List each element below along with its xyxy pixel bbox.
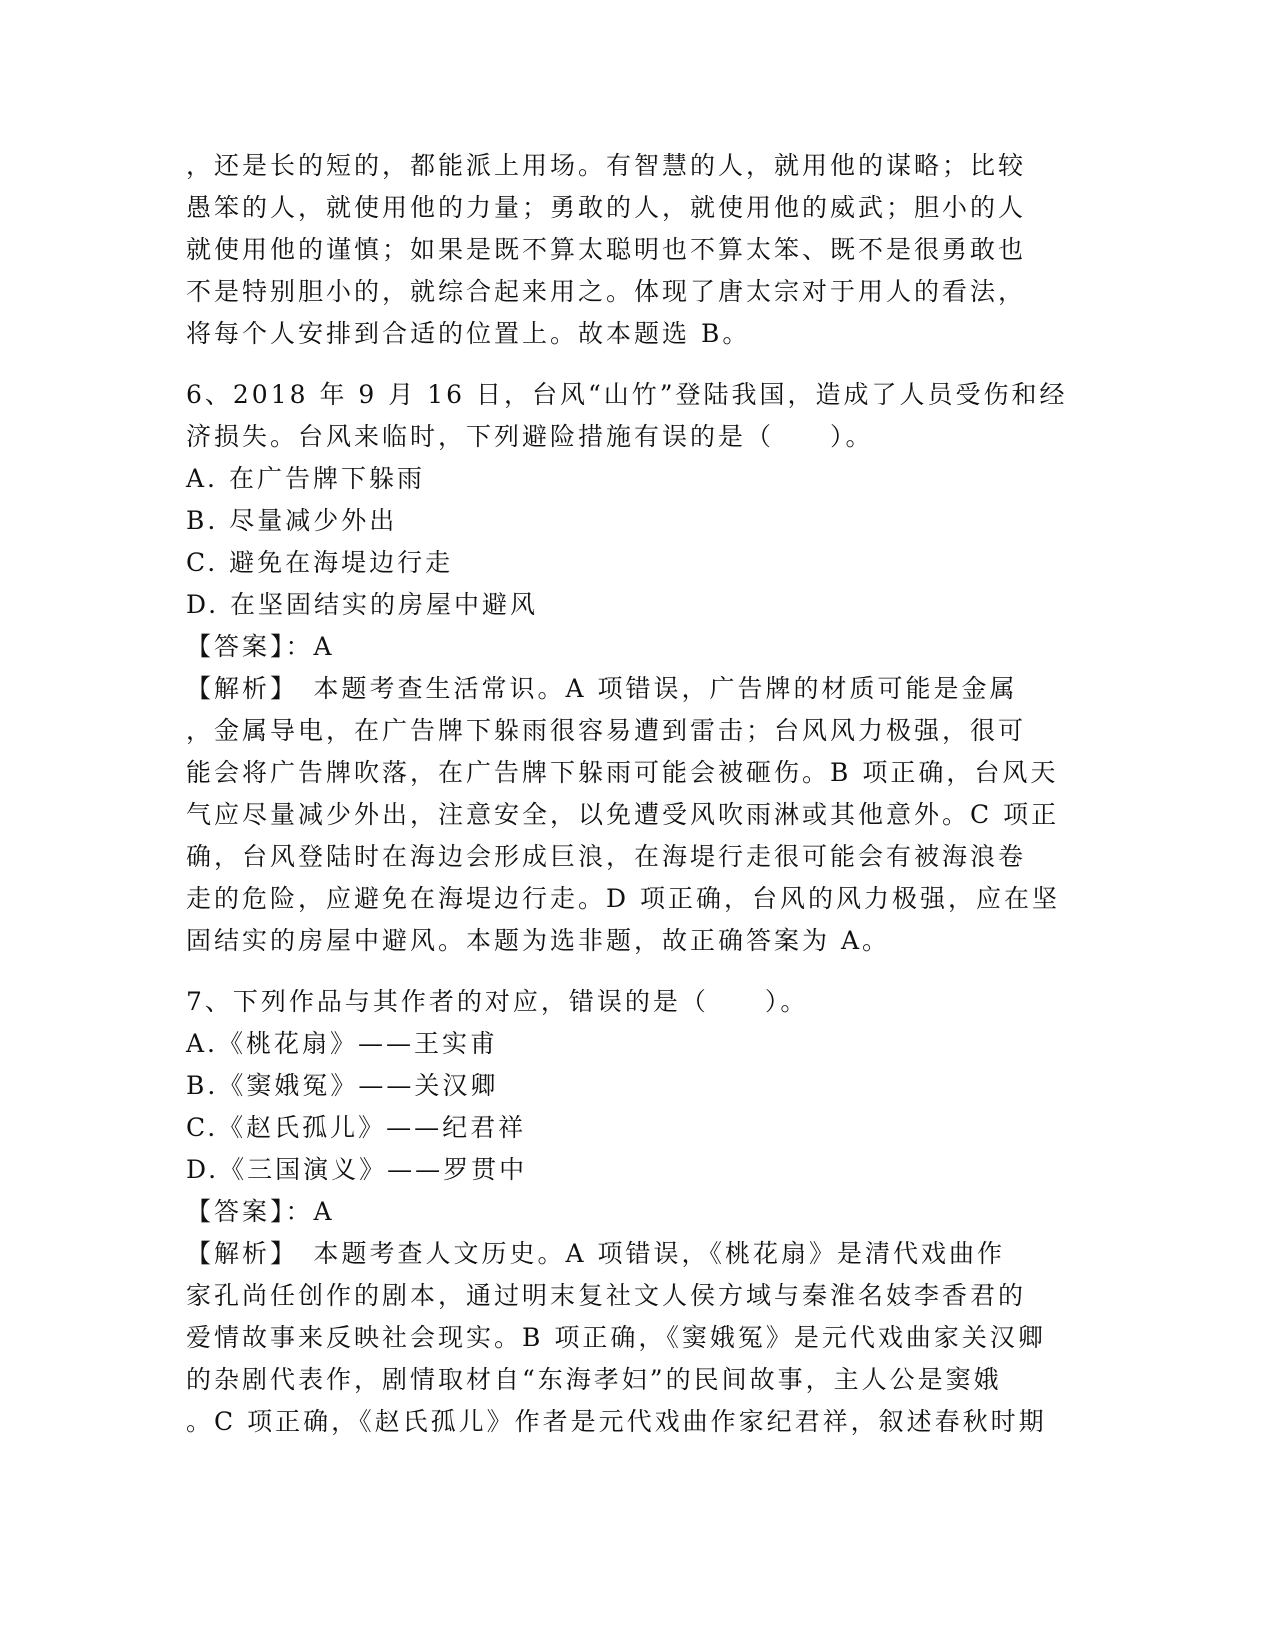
text-line: ，还是长的短的，都能派上用场。有智慧的人，就用他的谋略；比较 — [186, 151, 1027, 180]
paragraph-gap — [186, 962, 1086, 981]
analysis-line: ，金属导电，在广告牌下躲雨很容易遭到雷击；台风风力极强，很可 — [186, 716, 1027, 745]
question-stem: 7、下列作品与其作者的对应，错误的是（ ）。 — [186, 987, 809, 1016]
text-line: 就使用他的谨慎；如果是既不算太聪明也不算太笨、既不是很勇敢也 — [186, 235, 1027, 264]
question-7 — [186, 981, 1086, 1443]
question-stem: 济损失。台风来临时，下列避险措施有误的是（ ）。 — [186, 422, 874, 451]
text-line: 将每个人安排到合适的位置上。故本题选 B。 — [186, 319, 751, 348]
previous-explanation — [186, 145, 1086, 355]
option-a: A. 在广告牌下躲雨 — [186, 464, 425, 493]
analysis-line: 气应尽量减少外出，注意安全，以免遭受风吹雨淋或其他意外。C 项正 — [186, 800, 1060, 829]
answer-line: 【答案】：A — [186, 1197, 335, 1226]
question-stem: 6、2018 年 9 月 16 日，台风“山竹”登陆我国，造成了人员受伤和经 — [186, 380, 1068, 409]
question-6 — [186, 374, 1086, 962]
answer-line: 【答案】：A — [186, 632, 335, 661]
analysis-line: 【解析】 本题考查人文历史。A 项错误，《桃花扇》是清代戏曲作 — [186, 1239, 1006, 1268]
page-content — [186, 145, 1086, 1443]
option-c: C.《赵氏孤儿》——纪君祥 — [186, 1113, 527, 1142]
option-b: B. 尽量减少外出 — [186, 506, 398, 535]
analysis-line: 爱情故事来反映社会现实。B 项正确，《窦娥冤》是元代戏曲家关汉卿 — [186, 1323, 1046, 1352]
text-line: 愚笨的人，就使用他的力量；勇敢的人，就使用他的威武；胆小的人 — [186, 193, 1027, 222]
text-line: 不是特别胆小的，就综合起来用之。体现了唐太宗对于用人的看法， — [186, 277, 1027, 306]
analysis-line: 的杂剧代表作，剧情取材自“东海孝妇”的民间故事，主人公是窦娥 — [186, 1365, 1002, 1394]
analysis-line: 固结实的房屋中避风。本题为选非题，故正确答案为 A。 — [186, 926, 891, 955]
option-a: A.《桃花扇》——王实甫 — [186, 1029, 499, 1058]
option-b: B.《窦娥冤》——关汉卿 — [186, 1071, 499, 1100]
option-c: C. 避免在海堤边行走 — [186, 548, 454, 577]
analysis-line: 走的危险，应避免在海堤边行走。D 项正确，台风的风力极强，应在坚 — [186, 884, 1060, 913]
paragraph-gap — [186, 355, 1086, 374]
option-d: D.《三国演义》——罗贯中 — [186, 1155, 528, 1184]
analysis-line: 【解析】 本题考查生活常识。A 项错误，广告牌的材质可能是金属 — [186, 674, 1018, 703]
analysis-line: 确，台风登陆时在海边会形成巨浪，在海堤行走很可能会有被海浪卷 — [186, 842, 1027, 871]
analysis-line: 。C 项正确，《赵氏孤儿》作者是元代戏曲作家纪君祥，叙述春秋时期 — [186, 1407, 1047, 1436]
analysis-line: 能会将广告牌吹落，在广告牌下躲雨可能会被砸伤。B 项正确，台风天 — [186, 758, 1059, 787]
analysis-line: 家孔尚任创作的剧本，通过明末复社文人侯方域与秦淮名妓李香君的 — [186, 1281, 1027, 1310]
option-d: D. 在坚固结实的房屋中避风 — [186, 590, 539, 619]
